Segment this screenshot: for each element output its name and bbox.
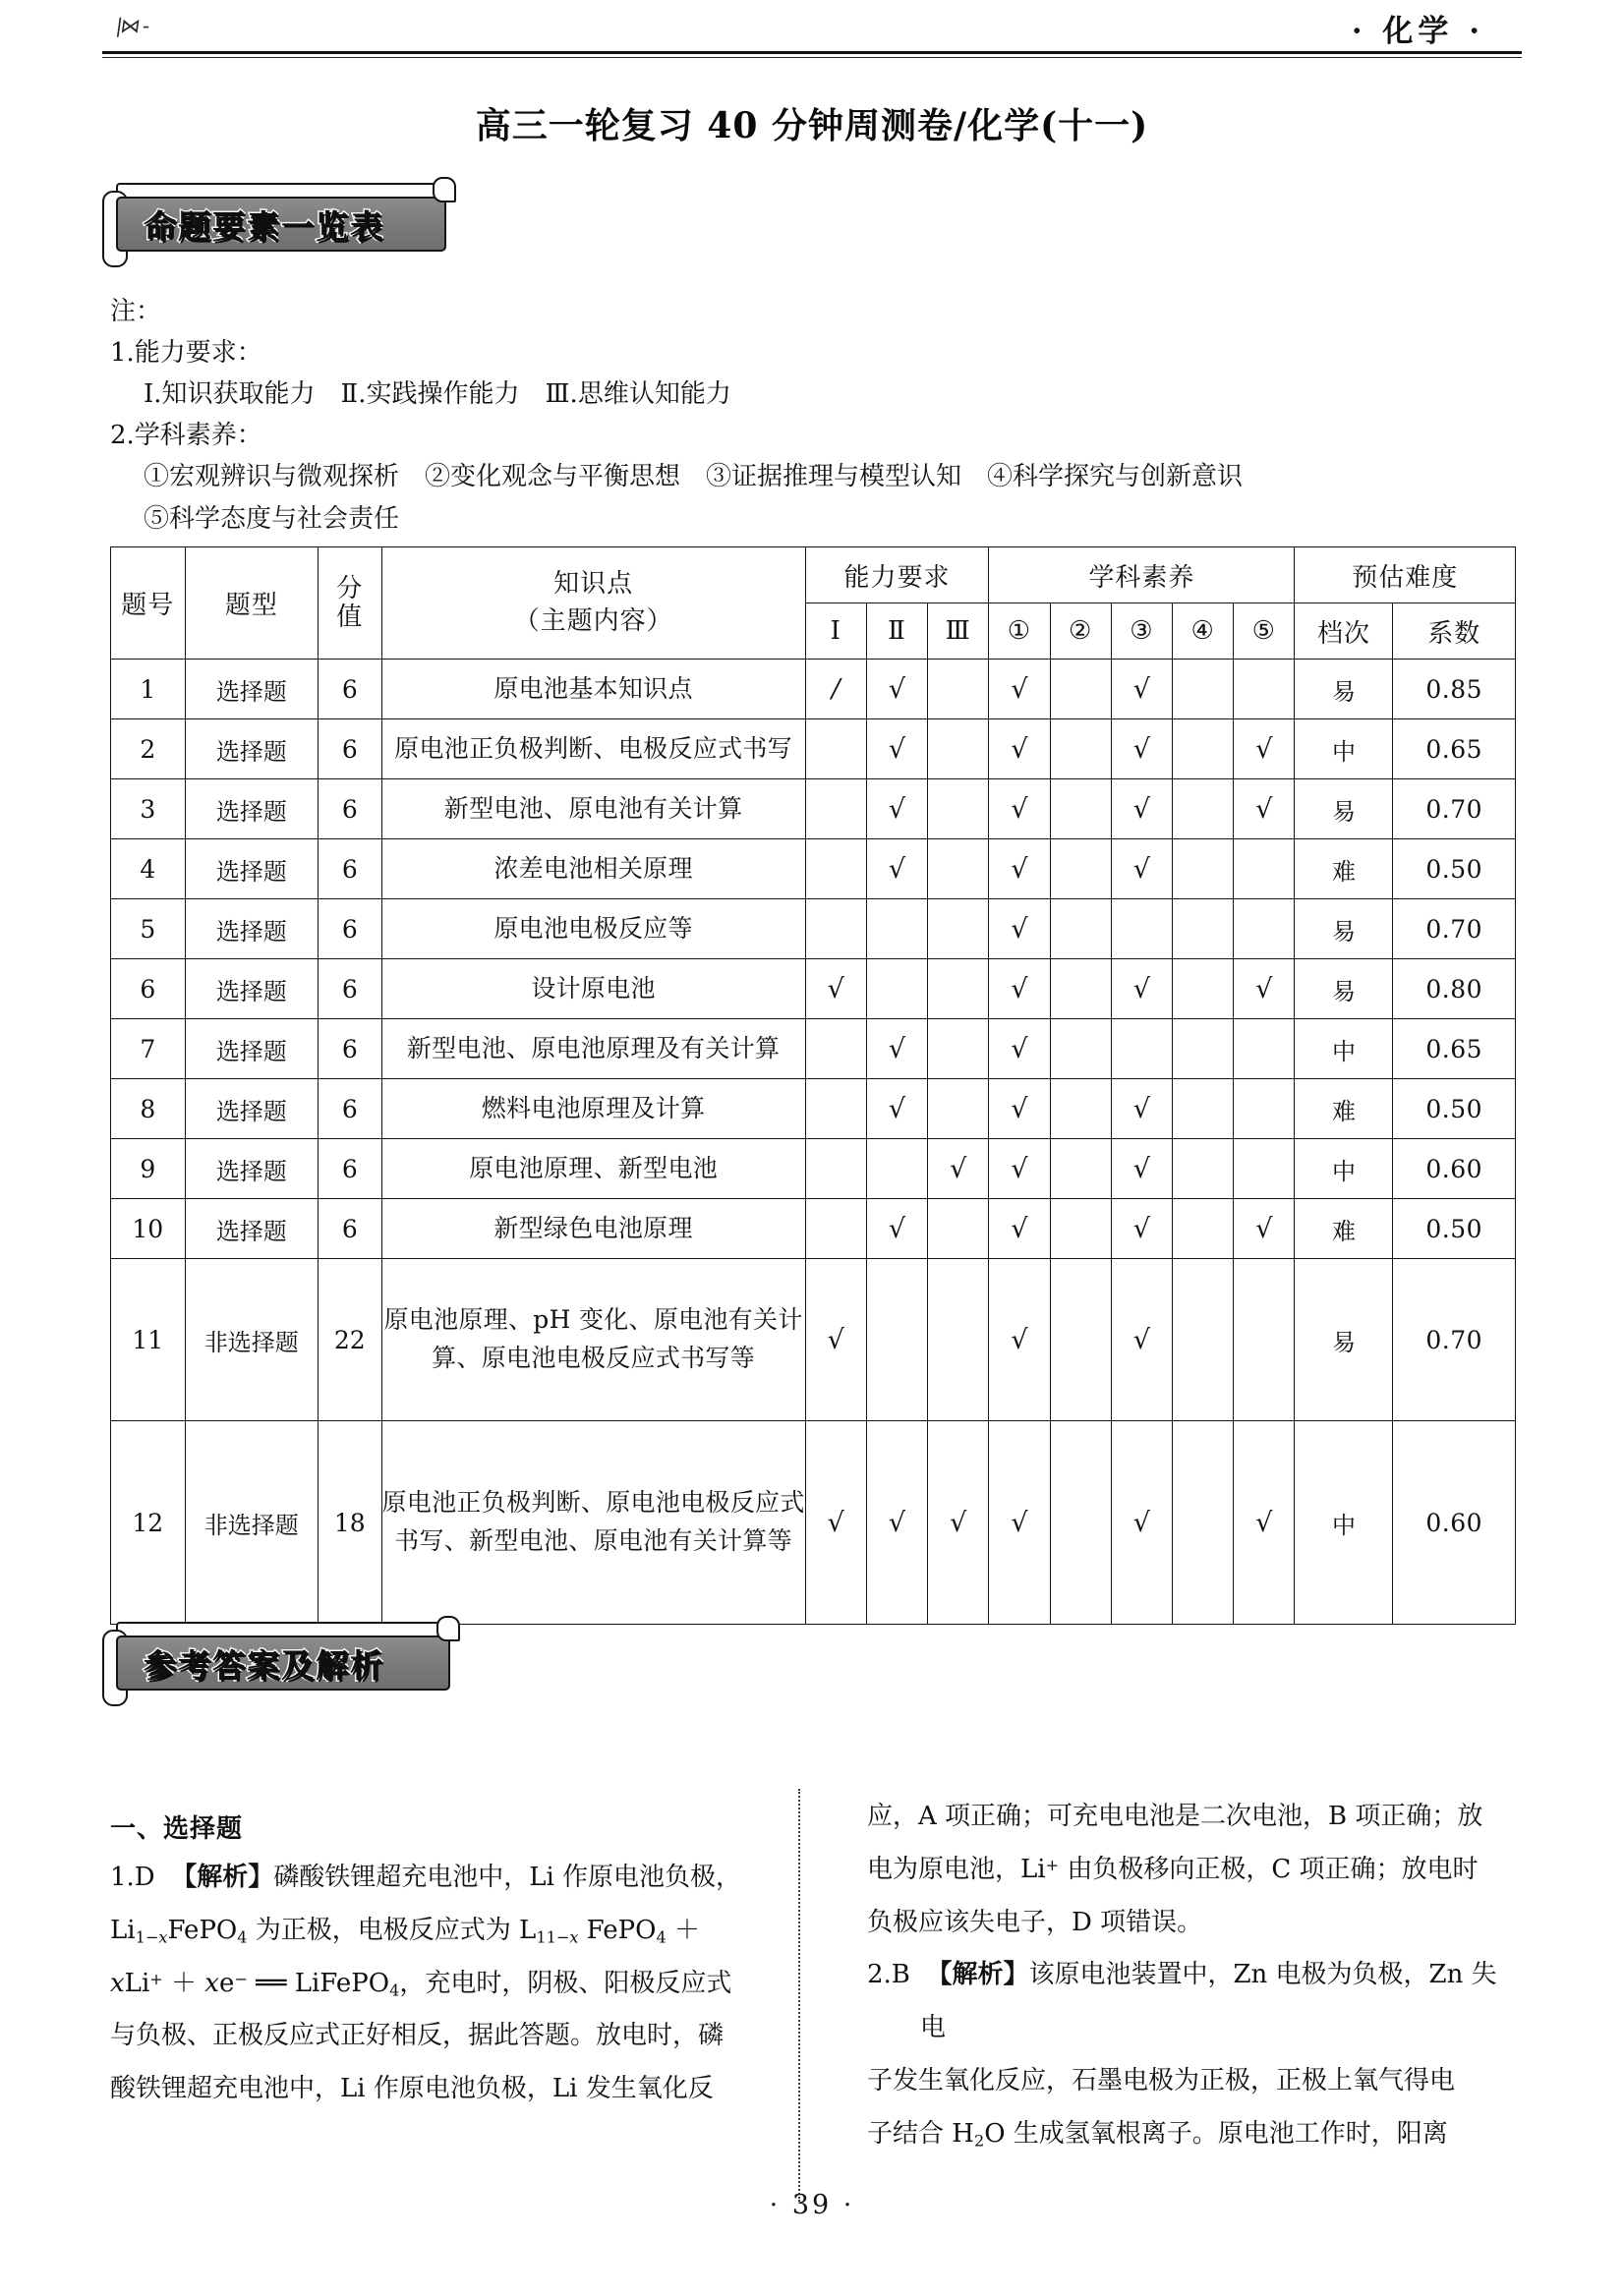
cell-difficulty-coefficient: 0.50	[1393, 1079, 1516, 1139]
header-ability-2: Ⅱ	[866, 603, 927, 660]
notes-block	[110, 291, 1516, 540]
cell-ability-3	[928, 1079, 989, 1139]
cell-ability-2: √	[866, 719, 927, 779]
cell-question-number: 3	[111, 779, 186, 839]
cell-literacy-1: √	[989, 1421, 1050, 1625]
cell-literacy-4	[1172, 719, 1233, 779]
banner-answers-top-edge	[116, 1622, 450, 1636]
header-score-char-2: 值	[336, 602, 364, 632]
scan-artifact-mark: |⋈ -	[114, 14, 149, 37]
answer-line: 子结合 $H_2O$ 生成氢氧根离子。原电池工作时，阳离	[867, 2118, 1448, 2151]
cell-question-number: 11	[111, 1259, 186, 1421]
cell-knowledge-point: 浓差电池相关原理	[381, 839, 805, 899]
cell-literacy-5	[1234, 1019, 1295, 1079]
analysis-tag: 【解析】	[926, 1960, 1029, 1990]
notes-ability-list	[110, 373, 1516, 415]
cell-ability-2	[866, 959, 927, 1019]
header-score-text	[319, 575, 380, 630]
cell-question-type: 选择题	[185, 779, 319, 839]
cell-knowledge-point: 设计原电池	[381, 959, 805, 1019]
table-row	[111, 1019, 1516, 1079]
table-row	[111, 1079, 1516, 1139]
header-knowledge-main: 知识点	[553, 568, 634, 599]
banner-answers-right-curl-icon	[436, 1616, 460, 1641]
cell-difficulty-level: 易	[1295, 899, 1393, 959]
cell-ability-3	[928, 719, 989, 779]
cell-ability-1	[805, 1079, 866, 1139]
cell-ability-1	[805, 1199, 866, 1259]
cell-difficulty-level: 易	[1295, 1259, 1393, 1421]
cell-literacy-3: √	[1111, 1421, 1172, 1625]
cell-knowledge-point: 燃料电池原理及计算	[381, 1079, 805, 1139]
column-divider	[798, 1789, 800, 2202]
cell-literacy-3	[1111, 1019, 1172, 1079]
answers-left-column	[110, 1852, 759, 2116]
cell-literacy-2	[1050, 1139, 1111, 1199]
cell-literacy-3	[1111, 899, 1172, 959]
cell-difficulty-coefficient: 0.70	[1393, 1259, 1516, 1421]
cell-literacy-1: √	[989, 1199, 1050, 1259]
cell-ability-1: √	[805, 1259, 866, 1421]
cell-ability-3: √	[928, 1139, 989, 1199]
header-num: 题号	[111, 547, 186, 660]
cell-ability-2: √	[866, 660, 927, 719]
header-rule	[102, 51, 1522, 59]
ability-item-2: Ⅱ.实践操作能力	[340, 379, 520, 410]
cell-difficulty-level: 易	[1295, 959, 1393, 1019]
cell-literacy-4	[1172, 959, 1233, 1019]
cell-question-number: 5	[111, 899, 186, 959]
header-score-char-1: 分	[336, 574, 364, 604]
cell-literacy-2	[1050, 899, 1111, 959]
cell-score: 6	[319, 959, 381, 1019]
cell-question-number: 4	[111, 839, 186, 899]
cell-knowledge-point: 原电池原理、新型电池	[381, 1139, 805, 1199]
cell-ability-2: √	[866, 839, 927, 899]
header-ability-3: Ⅲ	[928, 603, 989, 660]
notes-label: 注：	[110, 297, 162, 326]
literacy-item-2: ②变化观念与平衡思想	[425, 462, 681, 492]
running-head	[0, 4, 1624, 59]
cell-difficulty-coefficient: 0.50	[1393, 1199, 1516, 1259]
answers-section-title: 一、选择题	[110, 1814, 244, 1844]
header-rule-thin	[102, 57, 1522, 58]
cell-score: 22	[319, 1259, 381, 1421]
cell-question-type: 选择题	[185, 719, 319, 779]
cell-literacy-1: √	[989, 1259, 1050, 1421]
cell-difficulty-level: 中	[1295, 1421, 1393, 1625]
banner-answers-label: 参考答案及解析	[144, 1645, 384, 1685]
cell-difficulty-level: 易	[1295, 660, 1393, 719]
cell-literacy-1: √	[989, 779, 1050, 839]
cell-question-type: 非选择题	[185, 1259, 319, 1421]
header-ability-1: Ⅰ	[805, 603, 866, 660]
header-literacy-5: ⑤	[1234, 603, 1295, 660]
cell-literacy-4	[1172, 1199, 1233, 1259]
table-row	[111, 1199, 1516, 1259]
literacy-item-1: ①宏观辨识与微观探析	[144, 462, 400, 492]
cell-difficulty-coefficient: 0.65	[1393, 1019, 1516, 1079]
cell-ability-1: √	[805, 1421, 866, 1625]
header-literacy-1: ①	[989, 603, 1050, 660]
cell-question-type: 选择题	[185, 1019, 319, 1079]
cell-literacy-5: √	[1234, 1421, 1295, 1625]
cell-difficulty-level: 难	[1295, 1199, 1393, 1259]
header-literacy-2: ②	[1050, 603, 1111, 660]
cell-question-type: 选择题	[185, 660, 319, 719]
cell-literacy-4	[1172, 1259, 1233, 1421]
section-banner-answers	[94, 1632, 488, 1694]
cell-literacy-4	[1172, 1079, 1233, 1139]
notes-ability-label: 1.能力要求：	[110, 338, 262, 369]
spec-table	[110, 546, 1516, 1625]
answer-text: 该原电池装置中，Zn 电极为负极，Zn 失电	[920, 1960, 1497, 2043]
cell-ability-1: /	[805, 660, 866, 719]
cell-score: 6	[319, 1199, 381, 1259]
header-literacy-group: 学科素养	[989, 547, 1295, 603]
cell-ability-1	[805, 1019, 866, 1079]
cell-literacy-1: √	[989, 1019, 1050, 1079]
cell-ability-1	[805, 839, 866, 899]
cell-literacy-5	[1234, 660, 1295, 719]
cell-literacy-2	[1050, 1421, 1111, 1625]
cell-literacy-2	[1050, 1079, 1111, 1139]
header-literacy-3: ③	[1111, 603, 1172, 660]
table-row	[111, 719, 1516, 779]
answer-text: 磷酸铁锂超充电池中，Li 作原电池负极，	[273, 1863, 742, 1892]
cell-score: 6	[319, 1019, 381, 1079]
cell-difficulty-level: 中	[1295, 719, 1393, 779]
cell-literacy-1: √	[989, 1139, 1050, 1199]
cell-literacy-1: √	[989, 959, 1050, 1019]
table-row	[111, 839, 1516, 899]
cell-literacy-3: √	[1111, 1259, 1172, 1421]
cell-ability-2: √	[866, 1199, 927, 1259]
cell-score: 6	[319, 1139, 381, 1199]
cell-literacy-2	[1050, 660, 1111, 719]
cell-question-type: 非选择题	[185, 1421, 319, 1625]
page-footer: · 39 ·	[769, 2190, 855, 2220]
cell-knowledge-point: 原电池电极反应等	[381, 899, 805, 959]
table-row	[111, 660, 1516, 719]
cell-question-number: 2	[111, 719, 186, 779]
table-row	[111, 1259, 1516, 1421]
cell-knowledge-point: 新型绿色电池原理	[381, 1199, 805, 1259]
cell-literacy-4	[1172, 660, 1233, 719]
cell-knowledge-point: 原电池基本知识点	[381, 660, 805, 719]
cell-ability-3	[928, 899, 989, 959]
cell-question-number: 10	[111, 1199, 186, 1259]
cell-literacy-3: √	[1111, 959, 1172, 1019]
table-row	[111, 1421, 1516, 1625]
cell-difficulty-level: 易	[1295, 779, 1393, 839]
answer-line: 应，A 项正确；可充电电池是二次电池，B 项正确；放	[867, 1802, 1483, 1831]
cell-literacy-5: √	[1234, 719, 1295, 779]
cell-ability-2: √	[866, 1079, 927, 1139]
banner-top-edge	[116, 183, 446, 197]
answer-line: xLi+ ＋ xe− ══ LiFePO$_4$，充电时，阴极、阳极反应式	[110, 1968, 732, 2000]
ability-item-3: Ⅲ.思维认知能力	[545, 379, 731, 410]
header-knowledge-sub: （主题内容）	[513, 605, 673, 636]
cell-difficulty-level: 难	[1295, 839, 1393, 899]
cell-literacy-1: √	[989, 1079, 1050, 1139]
table-row	[111, 1139, 1516, 1199]
cell-literacy-3: √	[1111, 779, 1172, 839]
cell-literacy-2	[1050, 719, 1111, 779]
answers-right-column	[867, 1791, 1516, 2161]
answer-line: 电为原电池，Li+ 由负极移向正极，C 项正确；放电时	[867, 1854, 1479, 1884]
section-banner-elements	[94, 193, 488, 256]
cell-knowledge-point: 新型电池、原电池原理及有关计算	[381, 1019, 805, 1079]
cell-ability-3	[928, 660, 989, 719]
answer-line: 酸铁锂超充电池中，Li 作原电池负极，Li 发生氧化反	[110, 2074, 714, 2104]
table-row	[111, 899, 1516, 959]
cell-difficulty-level: 中	[1295, 1019, 1393, 1079]
cell-question-number: 6	[111, 959, 186, 1019]
cell-literacy-2	[1050, 1199, 1111, 1259]
cell-difficulty-coefficient: 0.85	[1393, 660, 1516, 719]
cell-literacy-1: √	[989, 719, 1050, 779]
cell-literacy-1: √	[989, 899, 1050, 959]
cell-question-number: 7	[111, 1019, 186, 1079]
header-level: 档次	[1295, 603, 1393, 660]
banner-ribbon	[116, 197, 446, 252]
cell-difficulty-level: 难	[1295, 1079, 1393, 1139]
cell-literacy-4	[1172, 1421, 1233, 1625]
cell-difficulty-coefficient: 0.50	[1393, 839, 1516, 899]
header-type: 题型	[185, 547, 319, 660]
cell-question-number: 8	[111, 1079, 186, 1139]
cell-question-type: 选择题	[185, 839, 319, 899]
cell-ability-3	[928, 839, 989, 899]
cell-question-number: 9	[111, 1139, 186, 1199]
analysis-tag: 【解析】	[171, 1863, 274, 1892]
answer-line: $Li_{1-x}FePO_4$ 为正极，电极反应式为 $L_{11-x}$ FePO$_4$ ＋	[110, 1915, 701, 1947]
cell-literacy-2	[1050, 1259, 1111, 1421]
cell-literacy-1: √	[989, 839, 1050, 899]
cell-question-type: 选择题	[185, 899, 319, 959]
cell-question-type: 选择题	[185, 1079, 319, 1139]
cell-literacy-4	[1172, 839, 1233, 899]
table-row	[111, 779, 1516, 839]
literacy-item-4: ④科学探究与创新意识	[987, 462, 1244, 492]
cell-ability-3	[928, 959, 989, 1019]
cell-literacy-4	[1172, 899, 1233, 959]
cell-knowledge-point: 原电池正负极判断、原电池电极反应式书写、新型电池、原电池有关计算等	[381, 1421, 805, 1625]
cell-ability-2	[866, 1259, 927, 1421]
cell-score: 6	[319, 1079, 381, 1139]
cell-literacy-5: √	[1234, 1199, 1295, 1259]
cell-difficulty-coefficient: 0.65	[1393, 719, 1516, 779]
header-difficulty-group: 预估难度	[1295, 547, 1516, 603]
answer-line: 子发生氧化反应，石墨电极为正极，正极上氧气得电	[867, 2066, 1456, 2096]
answer-number: 2.B	[867, 1960, 927, 1990]
cell-literacy-5	[1234, 839, 1295, 899]
cell-score: 6	[319, 839, 381, 899]
cell-score: 18	[319, 1421, 381, 1625]
notes-literacy-list-row1	[110, 456, 1516, 497]
cell-difficulty-coefficient: 0.60	[1393, 1421, 1516, 1625]
cell-literacy-4	[1172, 1019, 1233, 1079]
cell-ability-1	[805, 899, 866, 959]
cell-literacy-2	[1050, 1019, 1111, 1079]
cell-question-type: 选择题	[185, 1199, 319, 1259]
cell-ability-2: √	[866, 1421, 927, 1625]
cell-question-number: 1	[111, 660, 186, 719]
cell-literacy-2	[1050, 959, 1111, 1019]
banner-answers-ribbon	[116, 1636, 450, 1691]
cell-ability-2: √	[866, 779, 927, 839]
page-title: 高三一轮复习 40 分钟周测卷/化学(十一)	[475, 105, 1149, 146]
answer-number: 1.D	[110, 1863, 172, 1892]
cell-literacy-2	[1050, 839, 1111, 899]
cell-ability-3	[928, 1199, 989, 1259]
notes-literacy-label: 2.学科素养：	[110, 421, 262, 451]
cell-score: 6	[319, 660, 381, 719]
cell-literacy-4	[1172, 1139, 1233, 1199]
cell-ability-2	[866, 899, 927, 959]
cell-literacy-5: √	[1234, 959, 1295, 1019]
ability-item-1: Ⅰ.知识获取能力	[144, 379, 316, 410]
header-literacy-4: ④	[1172, 603, 1233, 660]
banner-elements-label: 命题要素一览表	[144, 206, 384, 246]
answer-line: 负极应该失电子，D 项错误。	[867, 1907, 1203, 1937]
literacy-item-3: ③证据推理与模型认知	[706, 462, 962, 492]
literacy-item-5: ⑤科学态度与社会责任	[144, 503, 400, 534]
cell-literacy-3: √	[1111, 1199, 1172, 1259]
cell-literacy-5	[1234, 1259, 1295, 1421]
cell-difficulty-coefficient: 0.60	[1393, 1139, 1516, 1199]
cell-difficulty-coefficient: 0.70	[1393, 899, 1516, 959]
header-knowledge-wrap	[382, 566, 805, 640]
cell-literacy-5	[1234, 1079, 1295, 1139]
cell-ability-1: √	[805, 959, 866, 1019]
cell-literacy-3: √	[1111, 719, 1172, 779]
cell-literacy-5	[1234, 1139, 1295, 1199]
cell-literacy-1: √	[989, 660, 1050, 719]
cell-literacy-3: √	[1111, 660, 1172, 719]
cell-question-number: 12	[111, 1421, 186, 1625]
cell-knowledge-point: 新型电池、原电池有关计算	[381, 779, 805, 839]
spec-table-body	[111, 660, 1516, 1625]
header-ability-group: 能力要求	[805, 547, 989, 603]
cell-ability-3	[928, 779, 989, 839]
spec-table-wrapper	[110, 546, 1516, 1625]
cell-knowledge-point: 原电池原理、pH 变化、原电池有关计算、原电池电极反应式书写等	[381, 1259, 805, 1421]
header-coefficient: 系数	[1393, 603, 1516, 660]
cell-question-type: 选择题	[185, 1139, 319, 1199]
cell-knowledge-point: 原电池正负极判断、电极反应式书写	[381, 719, 805, 779]
cell-literacy-3: √	[1111, 839, 1172, 899]
running-head-subject: · 化学 ·	[1351, 14, 1484, 49]
cell-ability-3	[928, 1019, 989, 1079]
answer-line	[110, 1852, 759, 1905]
spec-header-row-1	[111, 547, 1516, 603]
notes-literacy-list-row2	[110, 498, 1516, 540]
cell-literacy-5: √	[1234, 779, 1295, 839]
cell-ability-2	[866, 1139, 927, 1199]
cell-ability-1	[805, 779, 866, 839]
cell-question-type: 选择题	[185, 959, 319, 1019]
table-row	[111, 959, 1516, 1019]
answer-line	[867, 1949, 1516, 2055]
header-knowledge	[381, 547, 805, 660]
cell-literacy-3: √	[1111, 1079, 1172, 1139]
cell-literacy-3: √	[1111, 1139, 1172, 1199]
cell-difficulty-level: 中	[1295, 1139, 1393, 1199]
cell-ability-1	[805, 719, 866, 779]
cell-ability-1	[805, 1139, 866, 1199]
answer-line: 与负极、正极反应式正好相反，据此答题。放电时，磷	[110, 2021, 725, 2051]
cell-score: 6	[319, 779, 381, 839]
header-score	[319, 547, 381, 660]
cell-score: 6	[319, 899, 381, 959]
cell-ability-3	[928, 1259, 989, 1421]
cell-difficulty-coefficient: 0.70	[1393, 779, 1516, 839]
cell-literacy-5	[1234, 899, 1295, 959]
banner-right-curl-icon	[433, 177, 456, 202]
header-rule-thick	[102, 51, 1522, 54]
cell-ability-3: √	[928, 1421, 989, 1625]
cell-literacy-2	[1050, 779, 1111, 839]
cell-difficulty-coefficient: 0.80	[1393, 959, 1516, 1019]
cell-literacy-4	[1172, 779, 1233, 839]
cell-ability-2: √	[866, 1019, 927, 1079]
spec-table-head	[111, 547, 1516, 660]
cell-score: 6	[319, 719, 381, 779]
